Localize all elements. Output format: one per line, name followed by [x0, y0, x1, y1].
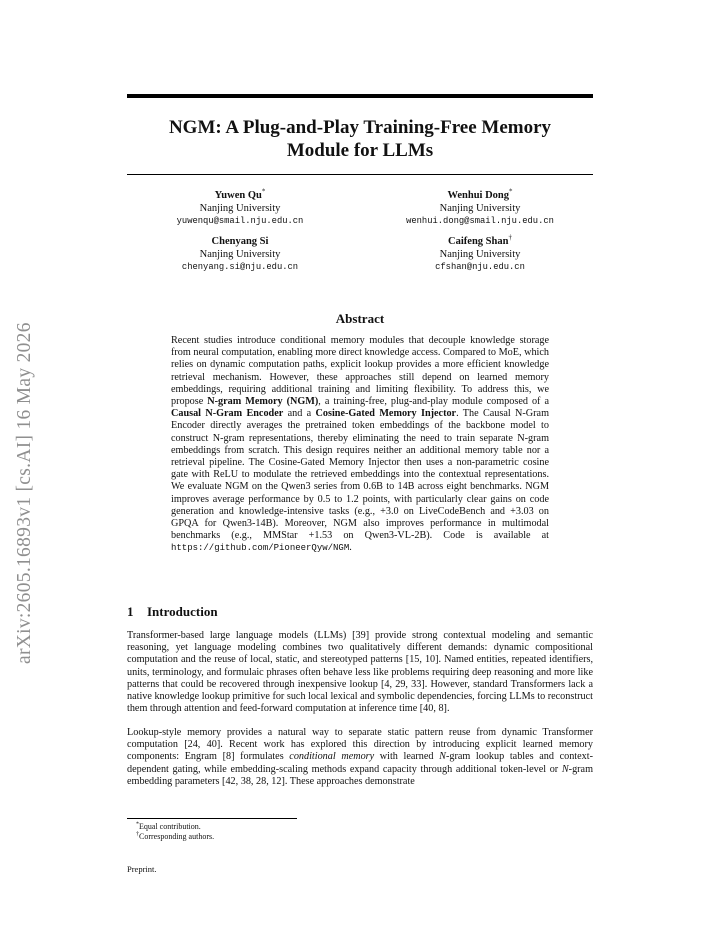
arxiv-identifier: arXiv:2605.16893v1 [cs.AI] 16 May 2026	[14, 322, 35, 664]
abstract-heading: Abstract	[335, 311, 385, 326]
author-block	[380, 187, 580, 228]
author-affiliation: Nanjing University	[439, 248, 521, 260]
footnote	[136, 832, 214, 842]
abstract-text: and a	[283, 408, 316, 420]
abstract-bold-term: Causal N-Gram Encoder	[171, 408, 284, 420]
author-affiliation: Nanjing University	[199, 248, 281, 260]
title-bottom-rule	[127, 174, 593, 175]
author-mark: †	[508, 233, 512, 242]
footnote-text: Corresponding authors.	[139, 832, 215, 841]
author-name: Caifeng Shan	[448, 236, 509, 247]
author-name: Wenhui Dong	[447, 190, 510, 201]
section-heading	[127, 604, 218, 620]
title-line-2: Module for LLMs	[286, 140, 434, 161]
footnote-mark: †	[136, 831, 139, 838]
author-affiliation: Nanjing University	[199, 202, 281, 214]
author-email: yuwenqu@smail.nju.edu.cn	[176, 216, 304, 226]
paragraph-text: Lookup-style memory provides a natural way to separate static pattern reuse from dynamic Transformer computation [24, 40]. Recent work has explored this direction by introducing explicit learned memory components: Engram [8] formulates	[127, 727, 593, 763]
section-number: 1	[127, 604, 134, 619]
abstract-text: Recent studies introduce conditional memory modules that decouple knowledge storage from neural computation, enabling more direct knowledge access. Compared to MoE, which relies on dynamic computation paths, explicit lookup provides a more efficient knowledge retrieval mechanism. However, these approaches still depend on learned memory embeddings, requiring additional training and limiting flexibility. To address this, we propose	[171, 335, 549, 408]
paragraph-text: -gram embedding parameters [42, 38, 28, 12]. These approaches demonstrate	[127, 763, 593, 787]
author-mark: *	[509, 187, 513, 196]
abstract-bold-term: Cosine-Gated Memory Injector	[315, 408, 457, 420]
abstract-text: .	[349, 542, 352, 554]
footnote-mark: *	[136, 821, 139, 828]
author-email: chenyang.si@nju.edu.cn	[181, 262, 299, 272]
abstract-text: , a training-free, plug-and-play module composed of a	[318, 396, 549, 408]
section-title: Introduction	[147, 604, 218, 619]
title-top-rule	[127, 94, 593, 98]
abstract-bold-term: N-gram Memory (NGM)	[207, 396, 319, 408]
footnote-rule	[127, 818, 297, 819]
emphasis-term: conditional memory	[289, 751, 375, 763]
author-name: Chenyang Si	[211, 236, 269, 247]
intro-paragraph-1: Transformer-based large language models (LLMs) [39] provide strong contextual modeling and semantic reasoning, yet language modeling combines two qualitatively different demands: dynamic compositional computation and the reuse of local, static, and stereotyped patterns [15, 10]. Named entities, repeated identifiers, units, terminology, and formulaic phrases often behave less like problems requiring deep reasoning and more like patterns that could be recovered through inexpensive lookup [4, 29, 33]. However, standard Transformers lack a native knowledge lookup primitive for such local lexical and symbolic dependencies, forcing LLMs to reconstruct them through attention and feed-forward computation at inference time [40, 8].	[127, 630, 593, 715]
title-line-1: NGM: A Plug-and-Play Training-Free Memory	[168, 117, 552, 138]
author-email: wenhui.dong@smail.nju.edu.cn	[406, 216, 554, 226]
author-name: Yuwen Qu	[214, 190, 262, 201]
math-symbol: N	[439, 751, 446, 763]
paragraph-text: with learned	[374, 751, 440, 763]
author-block	[380, 233, 580, 274]
abstract-text: . The Causal N-Gram Encoder directly averages the pretrained token embeddings of the backbone model to construct N-gram representations, thereby eliminating the need to train separate N-gram embeddings from scratch. This design requires neither an additional memory table nor a retrieval pipeline. The Cosine-Gated Memory Injector then uses a non-parametric cosine gate with ReLU to modulate the retrieved embeddings into the contextual representations. We evaluate NGM on the Qwen3 series from 0.6B to 14B across eight benchmarks. NGM improves average performance by 0.5 to 1.2 points, with particularly clear gains on code generation and knowledge-intensive tasks (e.g., +3.0 on LiveCodeBench and +3.03 on GPQA for Qwen3-14B). Moreover, NGM also improves performance in multimodal benchmarks (e.g., MMStar +1.53 on Qwen3-VL-2B). Code is available at	[171, 408, 549, 542]
author-email: cfshan@nju.edu.cn	[435, 262, 525, 272]
footnote-text: Equal contribution.	[139, 822, 201, 831]
author-affiliation: Nanjing University	[439, 202, 521, 214]
preprint-label: Preprint.	[127, 864, 157, 874]
code-link[interactable]: https://github.com/PioneerQyw/NGM	[171, 543, 350, 554]
intro-paragraph-2	[127, 727, 593, 788]
footnote	[136, 822, 201, 832]
author-mark: *	[261, 187, 266, 196]
author-block	[140, 187, 340, 228]
paragraph-text: -gram lookup tables and context-dependent gating, while embedding-scaling methods expand capacity through additional token-level or	[127, 751, 593, 775]
abstract-body	[171, 335, 549, 555]
author-block	[140, 236, 340, 274]
paper-title	[127, 116, 593, 162]
math-symbol: N	[561, 763, 569, 775]
